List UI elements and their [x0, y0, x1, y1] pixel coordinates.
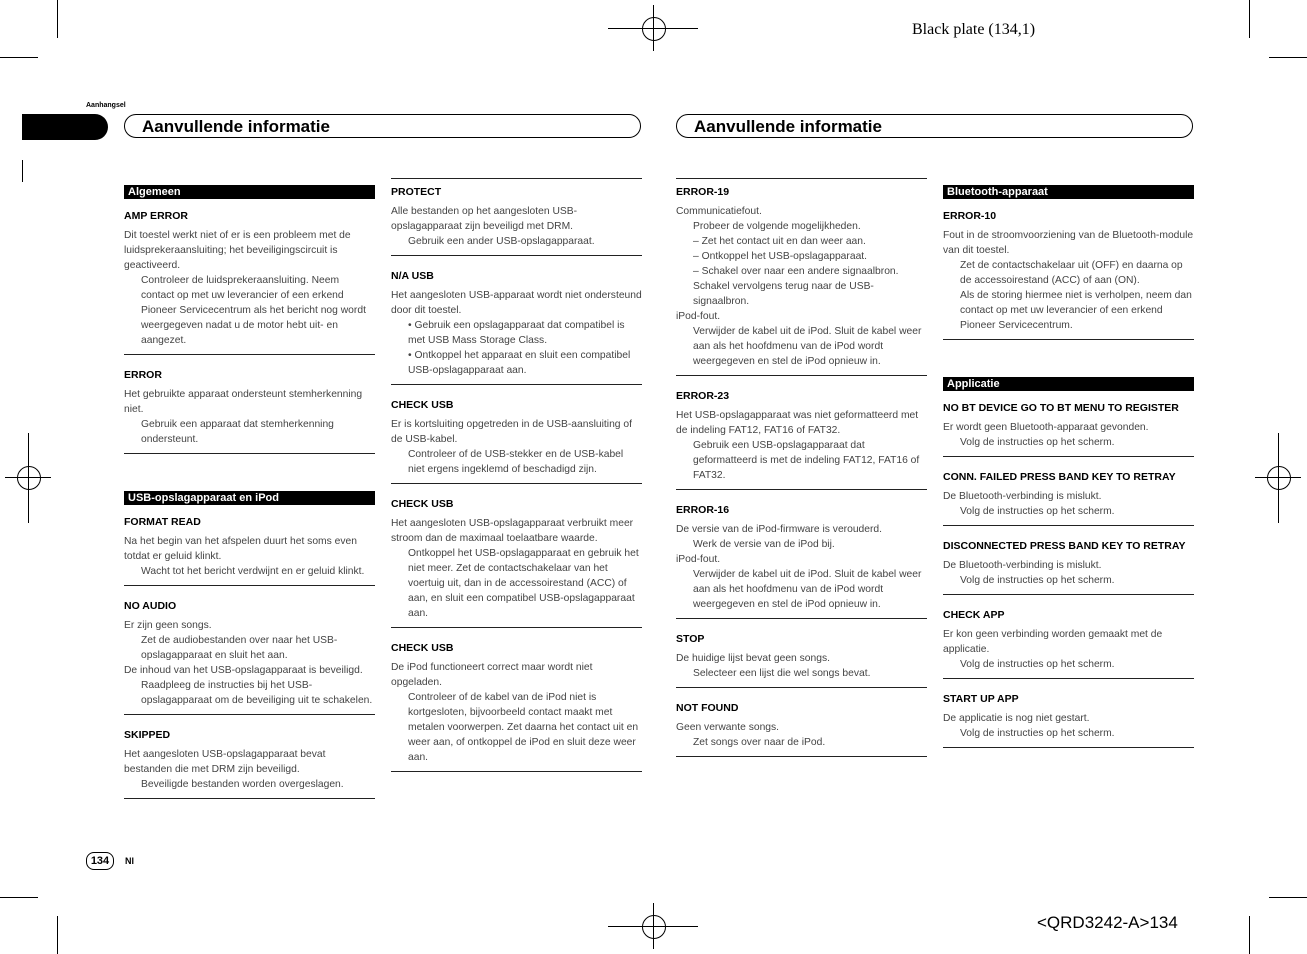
cause-text: Het aangesloten USB-opslagapparaat verbruikt meer stroom dan de maximaal toelaatbare waarde. [391, 518, 634, 544]
message-entry [943, 470, 1194, 526]
column-4 [943, 185, 1194, 761]
cause-text: Er is kortsluiting opgetreden in de USB-aansluiting of de USB-kabel. [391, 419, 632, 445]
crop-mark [1249, 0, 1250, 38]
cause-text: De versie van de iPod-firmware is verouderd. [676, 524, 883, 535]
message-entry [676, 503, 927, 619]
message-title: ERROR-16 [676, 504, 730, 516]
page-header-right: Aanvullende informatie [676, 114, 1193, 138]
cause-text: Dit toestel werkt niet of er is een probleem met de luidsprekeraansluiting; het beveiligingscircuit is geactiveerd. [124, 230, 351, 271]
action-text: Probeer de volgende mogelijkheden. [693, 221, 861, 232]
message-entry [391, 497, 642, 628]
registration-mark-icon [642, 17, 666, 41]
action-text: Verwijder de kabel uit de iPod. Sluit de kabel weer aan als het hoofdmenu van de iPod wordt weergegeven en stel de iPod opnieuw in. [693, 326, 922, 367]
message-entry [124, 209, 375, 355]
crop-mark [1269, 897, 1307, 898]
message-entry [124, 515, 375, 586]
message-title: NO AUDIO [124, 600, 177, 612]
message-entry [676, 632, 927, 688]
message-entry [391, 641, 642, 772]
column-1 [124, 185, 375, 812]
cause-text: iPod-fout. [676, 311, 721, 322]
action-text: Volg de instructies op het scherm. [960, 728, 1115, 739]
action-text: Controleer of de kabel van de iPod niet is kortgesloten, bijvoorbeeld contact maakt met metalen voorwerpen. Zet daarna het contact uit en weer aan, of ontkoppel de iPod en sluit deze weer aan. [408, 692, 639, 763]
cause-text: De inhoud van het USB-opslagapparaat is beveiligd. [124, 665, 363, 676]
message-entry [124, 599, 375, 715]
column-2 [391, 178, 642, 785]
crop-mark [1249, 916, 1250, 954]
action-text: • Gebruik een opslagapparaat dat compatibel is met USB Mass Storage Class. [408, 320, 625, 346]
message-title: CHECK USB [391, 498, 454, 510]
message-title: ERROR [124, 369, 162, 381]
cause-text: Het USB-opslagapparaat was niet geformatteerd met de indeling FAT12, FAT16 of FAT32. [676, 410, 919, 436]
registration-mark-icon [1267, 466, 1291, 490]
action-text: Gebruik een apparaat dat stemherkenning ondersteunt. [141, 419, 334, 445]
crop-mark [57, 916, 58, 954]
action-text: Zet de audiobestanden over naar het USB-opslagapparaat en sluit het aan. [141, 635, 338, 661]
document-code: <QRD3242-A>134 [1037, 913, 1178, 932]
cause-text: De iPod functioneert correct maar wordt niet opgeladen. [391, 662, 593, 688]
action-text: Verwijder de kabel uit de iPod. Sluit de kabel weer aan als het hoofdmenu van de iPod wordt weergegeven en stel de iPod opnieuw in. [693, 569, 922, 610]
message-title: CHECK USB [391, 399, 454, 411]
action-text: Controleer of de USB-stekker en de USB-kabel niet ergens ingeklemd of beschadigd zijn. [408, 449, 624, 475]
message-entry [391, 269, 642, 385]
action-text: Volg de instructies op het scherm. [960, 506, 1115, 517]
cause-text: Fout in de stroomvoorziening van de Bluetooth-module van dit toestel. [943, 230, 1194, 256]
message-entry [943, 539, 1194, 595]
registration-line [28, 433, 29, 523]
cause-text: Er kon geen verbinding worden gemaakt met de applicatie. [943, 629, 1163, 655]
message-entry [943, 209, 1194, 340]
cause-text: De huidige lijst bevat geen songs. [676, 653, 830, 664]
action-text: Wacht tot het bericht verdwijnt en er geluid klinkt. [141, 566, 365, 577]
action-text: Controleer de luidsprekeraansluiting. Neem contact op met uw leverancier of een erkend Pioneer Servicecentrum als het bericht nog wordt weergegeven nadat u de motor hebt uit- en aangezet. [141, 275, 366, 346]
action-text: Volg de instructies op het scherm. [960, 437, 1115, 448]
action-text: Als de storing hiermee niet is verholpen, neem dan contact op met uw leverancier of een erkend Pioneer Servicecentrum. [960, 290, 1192, 331]
cause-text: Er wordt geen Bluetooth-apparaat gevonden. [943, 422, 1149, 433]
category-heading: Applicatie [943, 377, 1194, 391]
crop-mark [57, 0, 58, 38]
message-title: FORMAT READ [124, 516, 201, 528]
action-text: – Schakel over naar een andere signaalbron. Schakel vervolgens terug naar de USB-signaalbron. [693, 266, 899, 307]
action-text: Selecteer een lijst die wel songs bevat. [693, 668, 871, 679]
action-text: Volg de instructies op het scherm. [960, 575, 1115, 586]
message-title: N/A USB [391, 270, 434, 282]
crop-mark [0, 57, 38, 58]
message-entry [391, 398, 642, 484]
message-title: DISCONNECTED PRESS BAND KEY TO RETRAY [943, 540, 1186, 552]
message-title: SKIPPED [124, 729, 171, 741]
registration-line [1278, 433, 1279, 523]
action-text: – Zet het contact uit en dan weer aan. [693, 236, 866, 247]
crop-mark [1269, 57, 1307, 58]
plate-label: Black plate (134,1) [912, 21, 1036, 38]
action-text: Raadpleeg de instructies bij het USB-opslagapparaat om de beveiliging uit te schakelen. [141, 680, 373, 706]
category-heading: USB-opslagapparaat en iPod [124, 491, 375, 505]
page-header-left: Aanvullende informatie [124, 114, 641, 138]
message-entry [124, 368, 375, 454]
action-text: Zet de contactschakelaar uit (OFF) en daarna op de accessoirestand (ACC) of aan (ON). [960, 260, 1183, 286]
message-title: STOP [676, 633, 705, 645]
message-entry [676, 701, 927, 757]
message-title: AMP ERROR [124, 210, 188, 222]
cause-text: Het gebruikte apparaat ondersteunt stemherkenning niet. [124, 389, 363, 415]
message-entry [391, 178, 642, 256]
action-text: Beveiligde bestanden worden overgeslagen. [141, 779, 344, 790]
action-text: • Ontkoppel het apparaat en sluit een compatibel USB-opslagapparaat aan. [408, 350, 631, 376]
action-text: – Ontkoppel het USB-opslagapparaat. [693, 251, 868, 262]
message-title: NOT FOUND [676, 702, 739, 714]
action-text: Ontkoppel het USB-opslagapparaat en gebruik het niet meer. Zet de contactschakelaar van het voertuig uit, dan in de accessoirestand (ACC) of aan, en sluit een compatibel USB-opslagapparaat aan. [408, 548, 639, 619]
cause-text: Alle bestanden op het aangesloten USB-opslagapparaat zijn beveiligd met DRM. [391, 206, 578, 232]
message-title: START UP APP [943, 693, 1019, 705]
cause-text: De Bluetooth-verbinding is mislukt. [943, 560, 1102, 571]
action-text: Zet songs over naar de iPod. [693, 737, 826, 748]
cause-text: Het aangesloten USB-apparaat wordt niet ondersteund door dit toestel. [391, 290, 642, 316]
cause-text: De Bluetooth-verbinding is mislukt. [943, 491, 1102, 502]
registration-mark-icon [17, 466, 41, 490]
section-bar [22, 114, 108, 140]
crop-mark [0, 897, 38, 898]
cause-text: Er zijn geen songs. [124, 620, 212, 631]
category-heading: Algemeen [124, 185, 375, 199]
cause-text: Het aangesloten USB-opslagapparaat bevat bestanden die met DRM zijn beveiligd. [124, 749, 326, 775]
action-text: Werk de versie van de iPod bij. [693, 539, 835, 550]
cause-text: iPod-fout. [676, 554, 721, 565]
cause-text: Communicatiefout. [676, 206, 762, 217]
message-title: ERROR-23 [676, 390, 730, 402]
column-3 [676, 178, 927, 770]
message-entry [676, 178, 927, 376]
cause-text: Geen verwante songs. [676, 722, 780, 733]
message-entry [943, 401, 1194, 457]
action-text: Volg de instructies op het scherm. [960, 659, 1115, 670]
message-title: ERROR-19 [676, 186, 730, 198]
cause-text: Na het begin van het afspelen duurt het soms even totdat er geluid klinkt. [124, 536, 357, 562]
message-title: CHECK USB [391, 642, 454, 654]
message-title: ERROR-10 [943, 210, 997, 222]
message-entry [124, 728, 375, 799]
category-heading: Bluetooth-apparaat [943, 185, 1194, 199]
action-text: Gebruik een ander USB-opslagapparaat. [408, 236, 595, 247]
message-title: CONN. FAILED PRESS BAND KEY TO RETRAY [943, 471, 1176, 483]
section-tab: Aanhangsel [86, 102, 126, 109]
crop-mark [22, 160, 23, 182]
registration-mark-icon [642, 915, 666, 939]
message-entry [676, 389, 927, 490]
message-entry [943, 608, 1194, 679]
message-entry [943, 692, 1194, 748]
registration-line [653, 903, 654, 949]
cause-text: De applicatie is nog niet gestart. [943, 713, 1090, 724]
message-title: PROTECT [391, 186, 442, 198]
action-text: Gebruik een USB-opslagapparaat dat geformatteerd is met de indeling FAT12, FAT16 of FAT32. [693, 440, 920, 481]
registration-line [653, 5, 654, 51]
message-title: CHECK APP [943, 609, 1005, 621]
message-title: NO BT DEVICE GO TO BT MENU TO REGISTER [943, 402, 1179, 414]
language-code: Nl [125, 856, 134, 866]
page-number: 134 [86, 852, 114, 870]
